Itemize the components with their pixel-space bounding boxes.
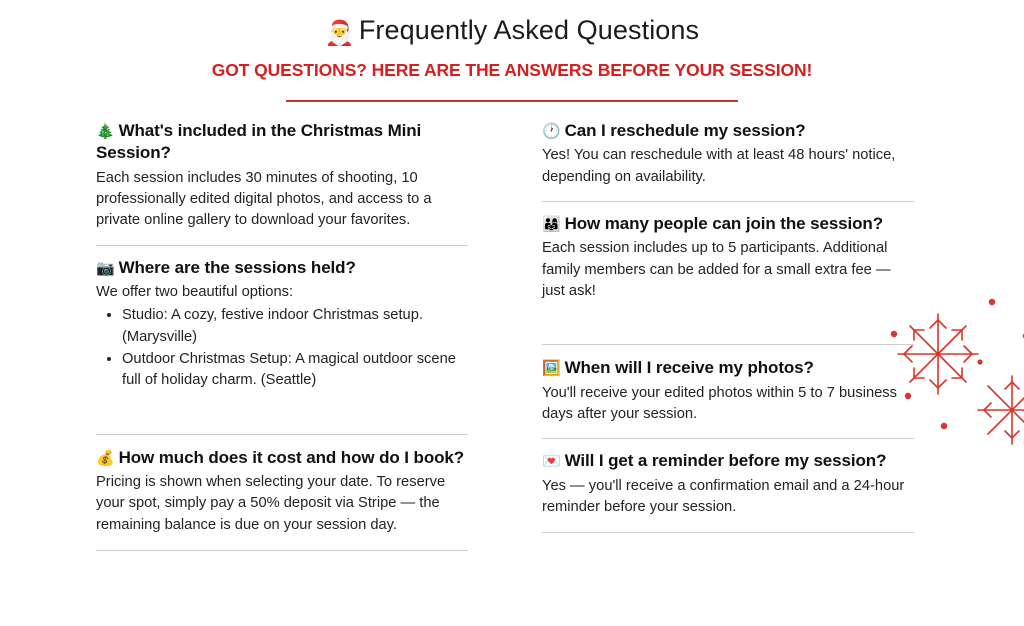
faq-question bbox=[96, 120, 468, 165]
page-title-text: Frequently Asked Questions bbox=[358, 15, 700, 45]
faq-answer: Yes! You can reschedule with at least 48 hours' notice, depending on availability. bbox=[542, 147, 896, 185]
faq-question-text: How many people can join the session? bbox=[564, 213, 883, 233]
love-letter-icon: 💌 bbox=[542, 453, 561, 471]
faq-item bbox=[542, 120, 914, 188]
family-icon: 👨‍👩‍👧 bbox=[542, 215, 561, 233]
faq-separator bbox=[542, 438, 914, 439]
faq-question bbox=[542, 450, 914, 472]
page-subtitle: GOT QUESTIONS? HERE ARE THE ANSWERS BEFORE YOUR SESSION! bbox=[211, 59, 813, 80]
faq-answer: Each session includes 30 minutes of shooting, 10 professionally edited digital photos, and access to a private online gallery to download your favorites. bbox=[96, 169, 432, 229]
faq-question bbox=[96, 257, 468, 279]
faq-separator bbox=[542, 344, 914, 345]
faq-answer-list bbox=[96, 305, 468, 391]
santa-icon: 🎅 bbox=[324, 20, 355, 47]
faq-separator bbox=[542, 532, 914, 533]
faq-column-right bbox=[542, 120, 914, 551]
faq-item bbox=[542, 450, 914, 518]
faq-question-text: Can I reschedule my session? bbox=[564, 120, 806, 140]
faq-question-text: What's included in the Christmas Mini Session? bbox=[96, 120, 422, 163]
faq-answer: We offer two beautiful options: bbox=[96, 284, 294, 301]
christmas-tree-icon: 🎄 bbox=[96, 122, 115, 140]
faq-answer: Yes — you'll receive a confirmation email and a 24-hour reminder before your session. bbox=[542, 477, 905, 516]
faq-separator bbox=[96, 245, 468, 246]
faq-separator bbox=[96, 434, 468, 435]
faq-item bbox=[96, 257, 468, 392]
faq-columns bbox=[96, 102, 952, 551]
faq-item bbox=[96, 120, 468, 232]
page-title bbox=[0, 14, 1024, 49]
faq-item bbox=[96, 447, 468, 536]
faq-question-text: Will I get a reminder before my session? bbox=[564, 451, 887, 471]
faq-question-text: How much does it cost and how do I book? bbox=[118, 447, 465, 467]
clock-icon: 🕐 bbox=[542, 122, 561, 140]
framed-picture-icon: 🖼️ bbox=[542, 360, 561, 378]
faq-answer: You'll receive your edited photos within 5 to 7 business days after your session. bbox=[542, 384, 897, 422]
page-header bbox=[0, 0, 1024, 102]
faq-separator bbox=[542, 201, 914, 202]
faq-question-text: Where are the sessions held? bbox=[118, 257, 356, 277]
list-item: • Studio: A cozy, festive indoor Christmas setup. (Marysville) bbox=[122, 305, 468, 348]
camera-icon: 📷 bbox=[96, 259, 115, 277]
faq-question bbox=[542, 213, 914, 235]
faq-question bbox=[542, 120, 914, 142]
faq-item bbox=[542, 357, 914, 425]
faq-answer: Each session includes up to 5 participants. Additional family members can be added for a small extra fee — just ask! bbox=[542, 240, 891, 299]
faq-question bbox=[542, 357, 914, 379]
faq-column-left bbox=[96, 120, 468, 551]
list-item: • Outdoor Christmas Setup: A magical outdoor scene full of holiday charm. (Seattle) bbox=[122, 349, 468, 392]
faq-question bbox=[96, 447, 468, 469]
faq-answer: Pricing is shown when selecting your date. To reserve your spot, simply pay a 50% deposit via Stripe — the remaining balance is due on your session day. bbox=[96, 474, 446, 533]
faq-question-text: When will I receive my photos? bbox=[564, 358, 814, 378]
faq-item bbox=[542, 213, 914, 302]
money-bag-icon: 💰 bbox=[96, 449, 115, 467]
faq-separator bbox=[96, 550, 468, 551]
